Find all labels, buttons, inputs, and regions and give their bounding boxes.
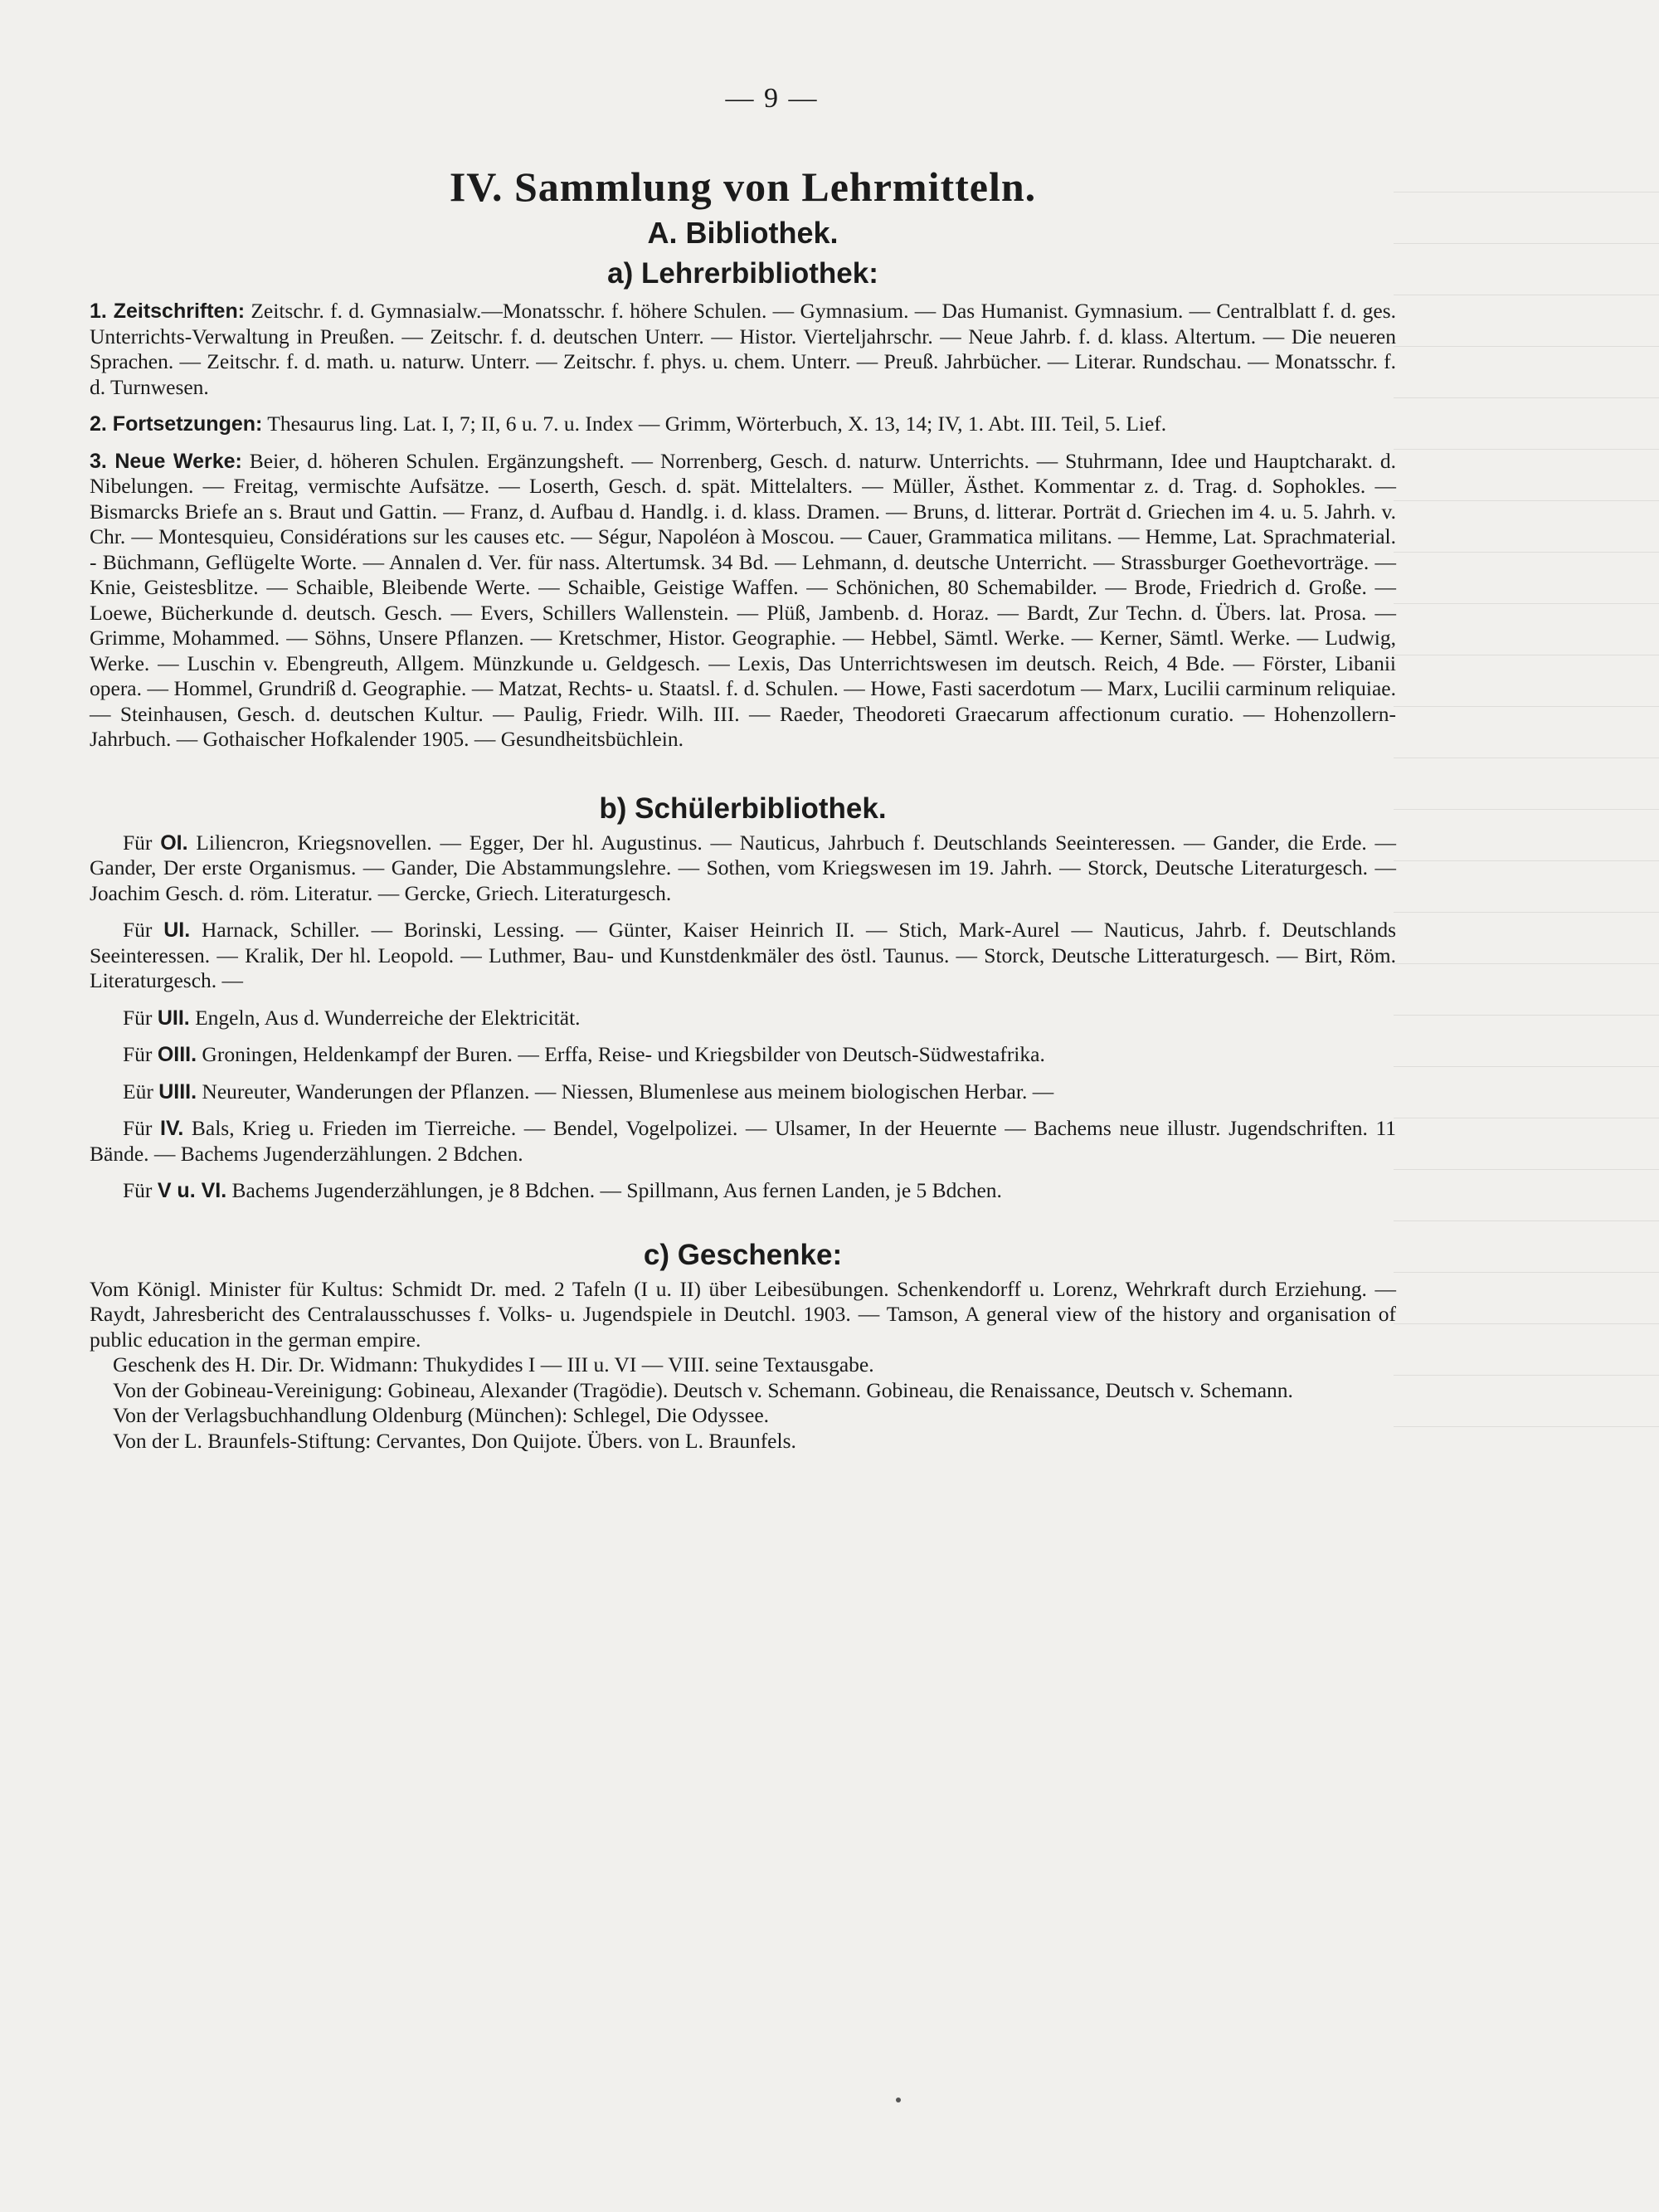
schueler-entry <box>90 1178 1396 1204</box>
entry-prefix: Für <box>123 1042 153 1066</box>
entry-class: UIII. <box>158 1079 197 1104</box>
neue-werke-text: Beier, d. höheren Schulen. Ergänzungsheft. — Norrenberg, Gesch. d. naturw. Unterrichts. — Stuhrmann, Idee und Hauptcharakt. d. Nibelungen. — Freitag, vermischte Aufsätze. — Loserth, Gesch. d. spät. Mittelalters. — Müller, Ästhet. Kommentar z. d. Trag. d. Sophokles. — Bismarcks Briefe an s. Braut und Gattin. — Franz, d. Aufbau d. Handlg. i. d. klass. Dramen. — Bruns, d. litterar. Porträt d. Griechen im 4. u. 5. Jahrh. v. Chr. — Montesquieu, Considérations sur les causes etc. — Ségur, Napoléon à Moscou. — Cauer, Grammatica militans. — Hemme, Lat. Sprachmaterial. - Büchmann, Geflügelte Worte. — Annalen d. Ver. für nass. Altertumsk. 34 Bd. — Lehmann, d. deutsche Unterricht. — Strassburger Goethevorträge. — Knie, Geistesblitze. — Schaible, Bleibende Werte. — Schaible, Geistige Waffen. — Schönichen, 80 Schemabilder. — Brode, Friedrich d. Große. — Loewe, Bücherkunde d. deutsch. Gesch. — Evers, Schillers Wallenstein. — Plüß, Jambenb. d. Horaz. — Bardt, Zur Techn. d. Übers. lat. Prosa. — Grimme, Mohammed. — Söhns, Unsere Pflanzen. — Kretschmer, Histor. Geographie. — Hebbel, Sämtl. Werke. — Kerner, Sämtl. Werke. — Ludwig, Werke. — Luschin v. Ebengreuth, Allgem. Münzkunde u. Geldgesch. — Lexis, Das Unterrichtswesen im deutsch. Reich, 4 Bde. — Förster, Libanii opera. — Hommel, Grundriß d. Geographie. — Matzat, Rechts- u. Staatsl. f. d. Schulen. — Howe, Fasti sacerdotum — Marx, Lucilii carminum reliquiae. — Steinhausen, Gesch. d. deutschen Kultur. — Paulig, Friedr. Wilh. III. — Raeder, Theodoreti Graecarum affectionum curatio. — Hohenzollern-Jahrbuch. — Gothaischer Hofkalender 1905. — Gesundheitsbüchlein. <box>90 448 1396 751</box>
geschenk-paragraph: Von der Gobineau-Vereinigung: Gobineau, Alexander (Tragödie). Deutsch v. Schemann. Gobineau, die Renaissance, Deutsch v. Schemann. <box>113 1377 1293 1402</box>
chapter-title: IV. Sammlung von Lehrmitteln. <box>449 163 1037 210</box>
schueler-entry <box>90 918 1396 994</box>
neue-werke-lead: 3. Neue Werke: <box>90 449 242 473</box>
fortsetzungen-paragraph <box>90 412 1396 437</box>
geschenk-paragraph: Von der Verlagsbuchhandlung Oldenburg (München): Schlegel, Die Odyssee. <box>113 1403 770 1427</box>
ink-speck <box>896 2098 901 2102</box>
entry-text: Harnack, Schiller. — Borinski, Lessing. — Günter, Kaiser Heinrich II. — Stich, Mark-Aurel — Nauticus, Jahrb. f. Deutschlands Seeinteressen. — Kralik, Der hl. Leopold. — Luthmer, Bau- und Kunstdenkmäler des östl. Taunus. — Storck, Deutsche Litteraturgesch. — Birt, Röm. Literaturgesch. — <box>90 918 1397 992</box>
zeitschriften-paragraph <box>90 299 1396 400</box>
entry-class: IV. <box>160 1117 184 1140</box>
entry-prefix: Für <box>123 830 153 855</box>
entry-prefix: Für <box>123 1005 153 1030</box>
schueler-entry <box>90 1042 1396 1068</box>
zeitschriften-lead: 1. Zeitschriften: <box>90 300 246 323</box>
geschenke-heading: c) Geschenke: <box>643 1238 843 1271</box>
entry-class: UII. <box>157 1006 190 1030</box>
entry-text: Liliencron, Kriegsnovellen. — Egger, Der hl. Augustinus. — Nauticus, Jahrbuch f. Deutschlands Seeinteressen. — Gander, die Erde. — Gander, Der erste Organismus. — Gander, Die Abstammungslehre. — Sothen, vom Kriegswesen im 19. Jahrh. — Storck, Deutsche Literaturgesch. — Joachim Gesch. d. röm. Literatur. — Gercke, Griech. Literaturgesch. <box>90 830 1397 905</box>
schueler-entry <box>90 1079 1396 1105</box>
entry-text: Neureuter, Wanderungen der Pflanzen. — Niessen, Blumenlese aus meinem biologischen Herbar. — <box>202 1079 1054 1104</box>
schueler-entry <box>90 1116 1396 1167</box>
entry-prefix: Für <box>123 918 153 942</box>
entry-class: UI. <box>163 918 191 942</box>
page-number: — 9 — <box>725 83 819 114</box>
bleed-through-shadow <box>1394 183 1659 1427</box>
fortsetzungen-lead: 2. Fortsetzungen: <box>90 412 263 436</box>
entry-prefix: Eür <box>123 1079 153 1104</box>
page <box>90 83 1396 1454</box>
schueler-entry <box>90 831 1396 907</box>
lehrerbibliothek-heading: a) Lehrerbibliothek: <box>607 257 878 290</box>
entry-prefix: Für <box>123 1178 153 1202</box>
zeitschriften-text: Zeitschr. f. d. Gymnasialw.—Monatsschr. f. höhere Schulen. — Gymnasium. — Das Humanist. Gymnasium. — Centralblatt f. d. ges. Unterrichts-Verwaltung in Preußen. — Zeitschr. f. d. deutschen Unterr. — Histor. Vierteljahrschr. — Neue Jahrb. f. d. klass. Altertum. — Die neueren Sprachen. — Zeitschr. f. d. math. u. naturw. Unterr. — Zeitschr. f. phys. u. chem. Unterr. — Preuß. Jahrbücher. — Literar. Rundschau. — Monatsschr. f. d. Turnwesen. <box>90 299 1397 399</box>
entry-class: V u. VI. <box>157 1179 227 1202</box>
entry-class: OI. <box>160 831 188 855</box>
section-title: A. Bibliothek. <box>647 216 839 250</box>
entry-prefix: Für <box>123 1116 153 1140</box>
geschenk-paragraph: Vom Königl. Minister für Kultus: Schmidt Dr. med. 2 Tafeln (I u. II) über Leibesübungen. Schenkendorff u. Lorenz, Wehrkraft durch Erziehung. — Raydt, Jahresbericht des Centralausschusses f. Volks- u. Jugendspiele in Deutchl. 1903. — Tamson, A general view of the history and organisation of public education in the german empire. <box>90 1276 1396 1352</box>
geschenk-paragraph: Von der L. Braunfels-Stiftung: Cervantes, Don Quijote. Übers. von L. Braunfels. <box>113 1428 796 1453</box>
schuelerbibliothek-heading: b) Schülerbibliothek. <box>599 792 887 825</box>
neue-werke-paragraph <box>90 449 1396 753</box>
schueler-entry <box>90 1006 1396 1031</box>
entry-class: OIII. <box>157 1043 197 1066</box>
entry-text: Bals, Krieg u. Frieden im Tierreiche. — Bendel, Vogelpolizei. — Ulsamer, In der Heuernte — Bachems neue illustr. Jugendschriften. 11 Bände. — Bachems Jugenderzählungen. 2 Bdchen. <box>90 1116 1397 1166</box>
fortsetzungen-text: Thesaurus ling. Lat. I, 7; II, 6 u. 7. u. Index — Grimm, Wörterbuch, X. 13, 14; IV, 1. Abt. III. Teil, 5. Lief. <box>267 412 1167 436</box>
entry-text: Groningen, Heldenkampf der Buren. — Erffa, Reise- und Kriegsbilder von Deutsch-Südwestafrika. <box>202 1042 1045 1066</box>
geschenk-paragraph: Geschenk des H. Dir. Dr. Widmann: Thukydides I — III u. VI — VIII. seine Textausgabe. <box>113 1352 874 1376</box>
entry-text: Bachems Jugenderzählungen, je 8 Bdchen. — Spillmann, Aus fernen Landen, je 5 Bdchen. <box>231 1178 1002 1202</box>
entry-text: Engeln, Aus d. Wunderreiche der Elektricität. <box>195 1005 581 1030</box>
